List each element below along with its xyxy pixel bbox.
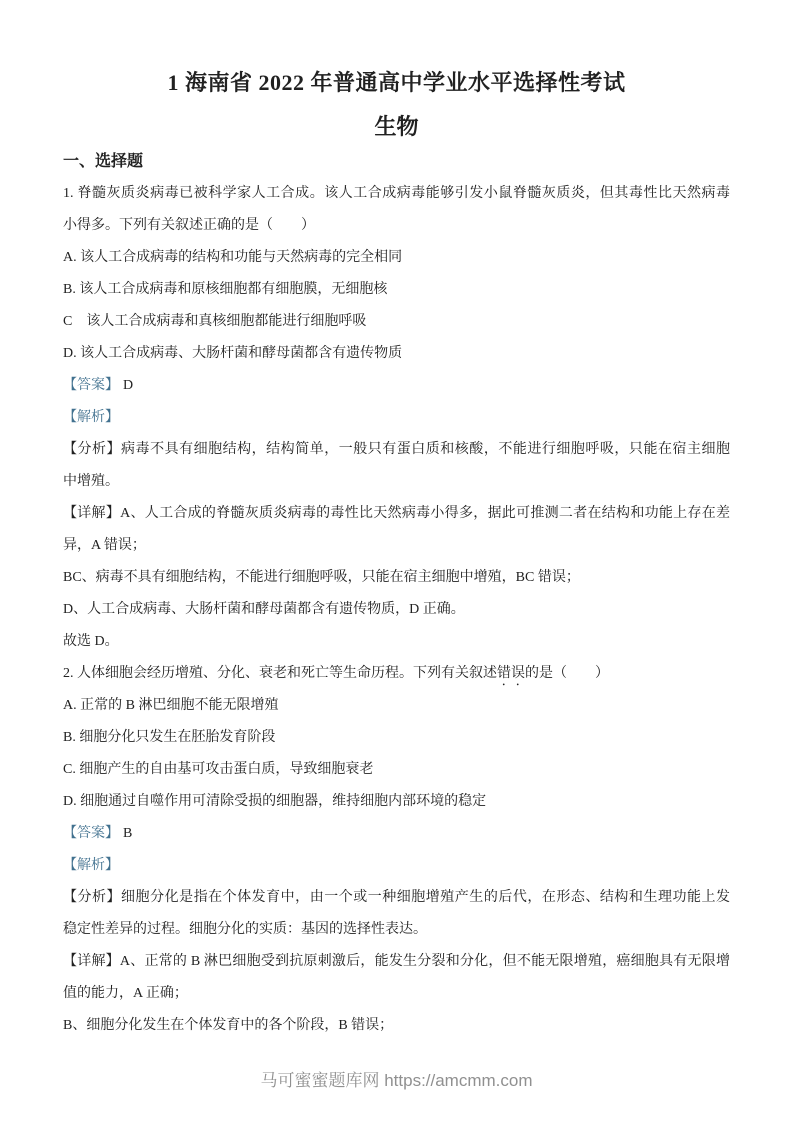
q2-option-b: B. 细胞分化只发生在胚胎发育阶段 bbox=[63, 730, 276, 745]
footer-watermark-text: 马可蜜蜜题库网 https://amcmm.com bbox=[260, 1071, 533, 1090]
q1-analysis-label: 【解析】 bbox=[63, 410, 119, 425]
q1-stem-line-2: 小得多。下列有关叙述正确的是（ ） bbox=[63, 218, 315, 233]
q2-option-d: D. 细胞通过自噬作用可清除受损的细胞器，维持细胞内部环境的稳定 bbox=[63, 794, 487, 809]
document-title: 1 海南省 2022 年普通高中学业水平选择性考试 bbox=[167, 70, 626, 95]
q2-detail-line-1: 【详解】A、正常的 B 淋巴细胞受到抗原刺激后，能发生分裂和分化，但不能无限增殖，癌细胞具有无限增 bbox=[63, 954, 730, 969]
footer-watermark bbox=[0, 1068, 793, 1094]
q1-detail-line-3: BC、病毒不具有细胞结构，不能进行细胞呼吸，只能在宿主细胞中增殖，BC 错误； bbox=[63, 570, 580, 585]
q2-stem-text-pre: 2. 人体细胞会经历增殖、分化、衰老和死亡等生命历程。下列有关叙述 bbox=[63, 666, 497, 681]
q1-detail-line-4: D、人工合成病毒、大肠杆菌和酵母菌都含有遗传物质，D 正确。 bbox=[63, 602, 465, 617]
q2-stem bbox=[63, 658, 730, 690]
document-subtitle: 生物 bbox=[374, 114, 419, 139]
q2-analysis-label: 【解析】 bbox=[63, 858, 119, 873]
q2-stem-text-post: 的是（ ） bbox=[525, 666, 609, 681]
q1-analysis-label-line bbox=[63, 402, 730, 434]
q1-stem-line-1: 1. 脊髓灰质炎病毒已被科学家人工合成。该人工合成病毒能够引发小鼠脊髓灰质炎，但其毒性比天然病毒 bbox=[63, 186, 730, 201]
q1-answer-value: D bbox=[123, 378, 134, 393]
q1-option-d: D. 该人工合成病毒、大肠杆菌和酵母菌都含有遗传物质 bbox=[63, 346, 403, 361]
q1-detail-line-1: 【详解】A、人工合成的脊髓灰质炎病毒的毒性比天然病毒小得多，据此可推测二者在结构和功能上存在差 bbox=[63, 506, 730, 521]
q1-analysis-line-2: 中增殖。 bbox=[63, 474, 119, 489]
q2-detail-line-2: 值的能力，A 正确； bbox=[63, 986, 188, 1001]
q2-analysis-line-2: 稳定性差异的过程。细胞分化的实质：基因的选择性表达。 bbox=[63, 922, 427, 937]
q2-option-a: A. 正常的 B 淋巴细胞不能无限增殖 bbox=[63, 698, 279, 713]
q1-analysis-line-1: 【分析】病毒不具有细胞结构，结构简单，一般只有蛋白质和核酸，不能进行细胞呼吸，只能在宿主细胞 bbox=[63, 442, 730, 457]
q1-option-a: A. 该人工合成病毒的结构和功能与天然病毒的完全相同 bbox=[63, 250, 403, 265]
q1-conclusion: 故选 D。 bbox=[63, 634, 119, 649]
q1-option-b: B. 该人工合成病毒和原核细胞都有细胞膜，无细胞核 bbox=[63, 282, 388, 297]
q2-stem-emphasis: 错误 bbox=[497, 666, 525, 681]
document-body bbox=[63, 146, 730, 1042]
q1-option-c: C 该人工合成病毒和真核细胞都能进行细胞呼吸 bbox=[63, 314, 367, 329]
section-heading: 一、选择题 bbox=[63, 153, 144, 170]
q2-detail-line-3: B、细胞分化发生在个体发育中的各个阶段，B 错误； bbox=[63, 1018, 394, 1033]
q1-answer-line bbox=[63, 370, 730, 402]
q1-detail-line-2: 异，A 错误； bbox=[63, 538, 146, 553]
q2-option-c: C. 细胞产生的自由基可攻击蛋白质，导致细胞衰老 bbox=[63, 762, 374, 777]
q2-analysis-label-line bbox=[63, 850, 730, 882]
q2-answer-value: B bbox=[123, 826, 133, 841]
q2-analysis-line-1: 【分析】细胞分化是指在个体发育中，由一个或一种细胞增殖产生的后代，在形态、结构和生理功能上发 bbox=[63, 890, 730, 905]
q2-answer-line bbox=[63, 818, 730, 850]
q1-answer-label: 【答案】 bbox=[63, 378, 119, 393]
q2-answer-label: 【答案】 bbox=[63, 826, 119, 841]
